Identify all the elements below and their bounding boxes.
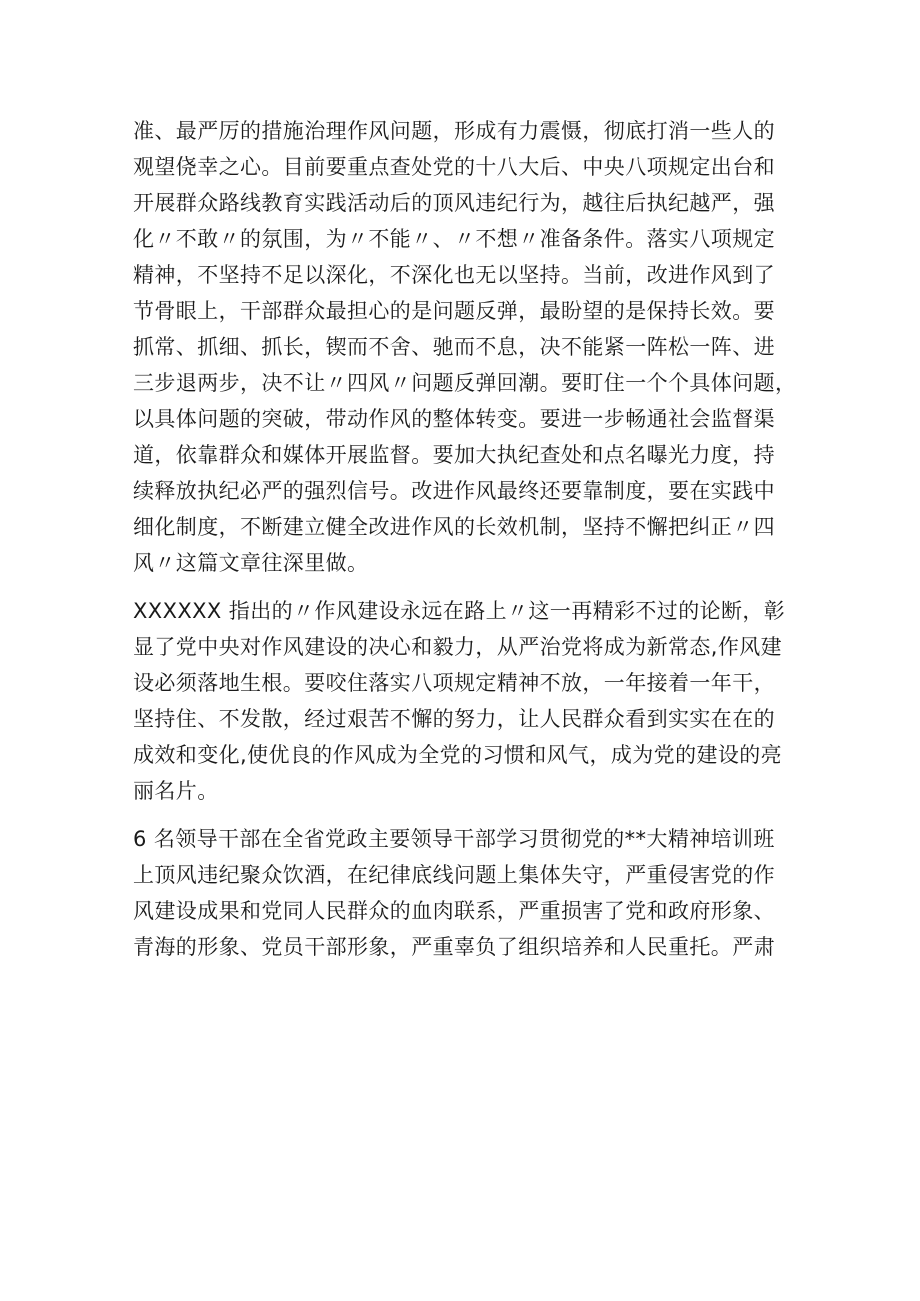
text-line: 观望侥幸之心。目前要重点查处党的十八大后、中央八项规定出台和 <box>133 155 775 179</box>
text-line: 显了党中央对作风建设的决心和毅力，从严治党将成为新常态,作风建 <box>133 635 783 659</box>
text-line: 设必须落地生根。要咬住落实八项规定精神不放，一年接着一年干， <box>133 671 775 695</box>
text-line: 坚持住、不发散，经过艰苦不懈的努力，让人民群众看到实实在在的 <box>133 707 775 731</box>
text-line: XXXXXX 指出的〃作风建设永远在路上〃这一再精彩不过的论断，彰 <box>133 599 786 623</box>
text-line: 细化制度，不断建立健全改进作风的长效机制，坚持不懈把纠正〃四 <box>133 515 775 539</box>
text-line: 开展群众路线教育实践活动后的顶风违纪行为，越往后执纪越严，强 <box>133 191 775 215</box>
paragraph <box>133 593 803 809</box>
text-line: 风建设成果和党同人民群众的血肉联系，严重损害了党和政府形象、 <box>133 899 775 923</box>
text-line: 道，依靠群众和媒体开展监督。要加大执纪查处和点名曝光力度，持 <box>133 443 775 467</box>
text-line: 续释放执纪必严的强烈信号。改进作风最终还要靠制度，要在实践中 <box>133 479 775 503</box>
text-line: 6 名领导干部在全省党政主要领导干部学习贯彻党的**大精神培训班 <box>133 827 775 851</box>
text-line: 以具体问题的突破，带动作风的整体转变。要进一步畅通社会监督渠 <box>133 407 775 431</box>
text-line: 青海的形象、党员干部形象，严重辜负了组织培养和人民重托。严肃 <box>133 935 775 959</box>
text-line: 准、最严厉的措施治理作风问题，形成有力震慑，彻底打消一些人的 <box>133 119 775 143</box>
text-line: 节骨眼上，干部群众最担心的是问题反弹，最盼望的是保持长效。要 <box>133 299 775 323</box>
text-line: 成效和变化,使优良的作风成为全党的习惯和风气，成为党的建设的亮 <box>133 743 783 767</box>
text-line: 抓常、抓细、抓长，锲而不舍、驰而不息，决不能紧一阵松一阵、进 <box>133 335 775 359</box>
text-line: 风〃这篇文章往深里做。 <box>133 551 369 575</box>
text-line: 化〃不敢〃的氛围，为〃不能〃、〃不想〃准备条件。落实八项规定 <box>133 227 775 251</box>
paragraph <box>133 113 803 581</box>
text-line: 上顶风违纪聚众饮酒，在纪律底线问题上集体失守，严重侵害党的作 <box>133 863 775 887</box>
text-line: 丽名片。 <box>133 779 219 803</box>
document-body <box>133 113 803 965</box>
text-line: 精神，不坚持不足以深化，不深化也无以坚持。当前，改进作风到了 <box>133 263 775 287</box>
text-line: 三步退两步，决不让〃四风〃问题反弹回潮。要盯住一个个具体问题， <box>133 371 797 395</box>
paragraph <box>133 821 803 965</box>
